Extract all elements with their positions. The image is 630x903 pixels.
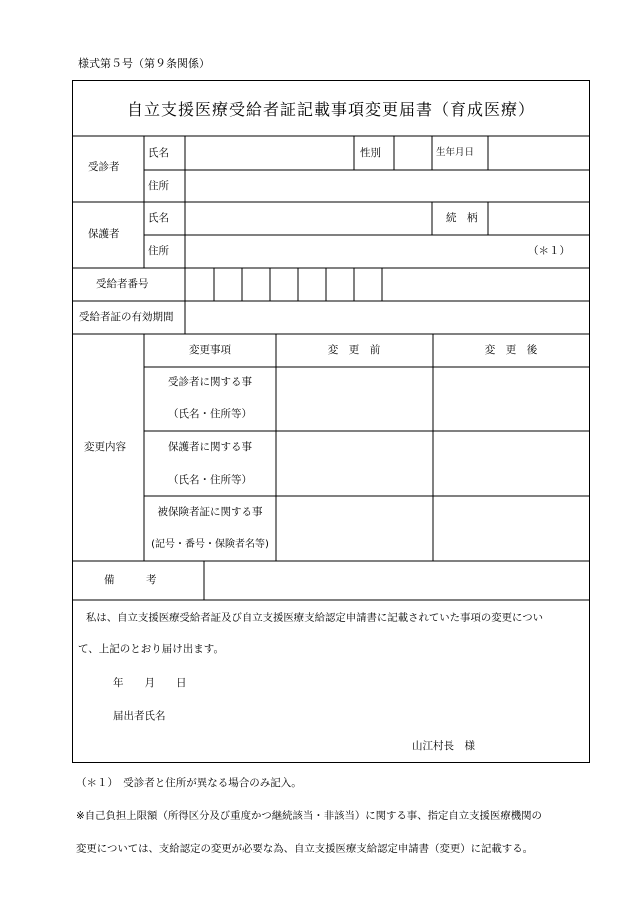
guardian-header: 保護者 (88, 228, 120, 240)
recipient-number-label: 受給者番号 (96, 278, 149, 290)
declaration-date: 年 月 日 (113, 677, 187, 689)
change-row-patient-line2: （氏名・住所等） (168, 408, 252, 420)
change-row-guardian-line2: （氏名・住所等） (168, 474, 252, 486)
guardian-note-mark: （＊１） (528, 245, 570, 257)
guardian-address-label: 住所 (148, 245, 169, 257)
footnote-2: ※自己負担上限額（所得区分及び重度かつ継続該当・非該当）に関する事、指定自立支援医療機関の (76, 810, 542, 822)
declaration-line2: て、上記のとおり届け出ます。 (78, 643, 224, 655)
remarks-label: 備 考 (104, 574, 157, 586)
change-row-guardian-line1: 保護者に関する事 (168, 441, 252, 453)
change-row-patient-line1: 受診者に関する事 (168, 376, 252, 388)
col-item-header: 変更事項 (189, 344, 231, 356)
footnote-1: （＊１） 受診者と住所が異なる場合のみ記入。 (76, 777, 302, 789)
guardian-name-label: 氏名 (148, 212, 169, 224)
patient-sex-label: 性別 (360, 147, 381, 159)
col-after-header: 変 更 後 (484, 344, 538, 356)
form-number: 様式第５号（第９条関係） (78, 57, 210, 70)
declaration-line1: 私は、自立支援医療受給者証及び自立支援医療支給認定申請書に記載されていた事項の変更につい (86, 612, 543, 624)
applicant-name-label: 届出者氏名 (113, 710, 166, 722)
patient-birth-label: 生年月日 (436, 147, 475, 158)
guardian-relation-label: 続 柄 (446, 212, 478, 224)
col-before-header: 変 更 前 (327, 344, 381, 356)
patient-name-label: 氏名 (148, 147, 169, 159)
footnote-3: 変更については、支給認定の変更が必要な為、自立支援医療支給認定申請書（変更）に記載する。 (76, 843, 533, 855)
form-title: 自立支援医療受給者証記載事項変更届書（育成医療） (126, 99, 535, 119)
change-row-insurance-line1: 被保険者証に関する事 (157, 506, 263, 518)
change-row-insurance-line2: (記号・番号・保険者名等) (151, 539, 269, 550)
validity-label: 受給者証の有効期間 (79, 311, 174, 323)
addressee: 山江村長 様 (412, 740, 475, 752)
patient-header: 受診者 (88, 161, 120, 173)
changes-header: 変更内容 (84, 441, 126, 453)
patient-address-label: 住所 (148, 180, 169, 192)
